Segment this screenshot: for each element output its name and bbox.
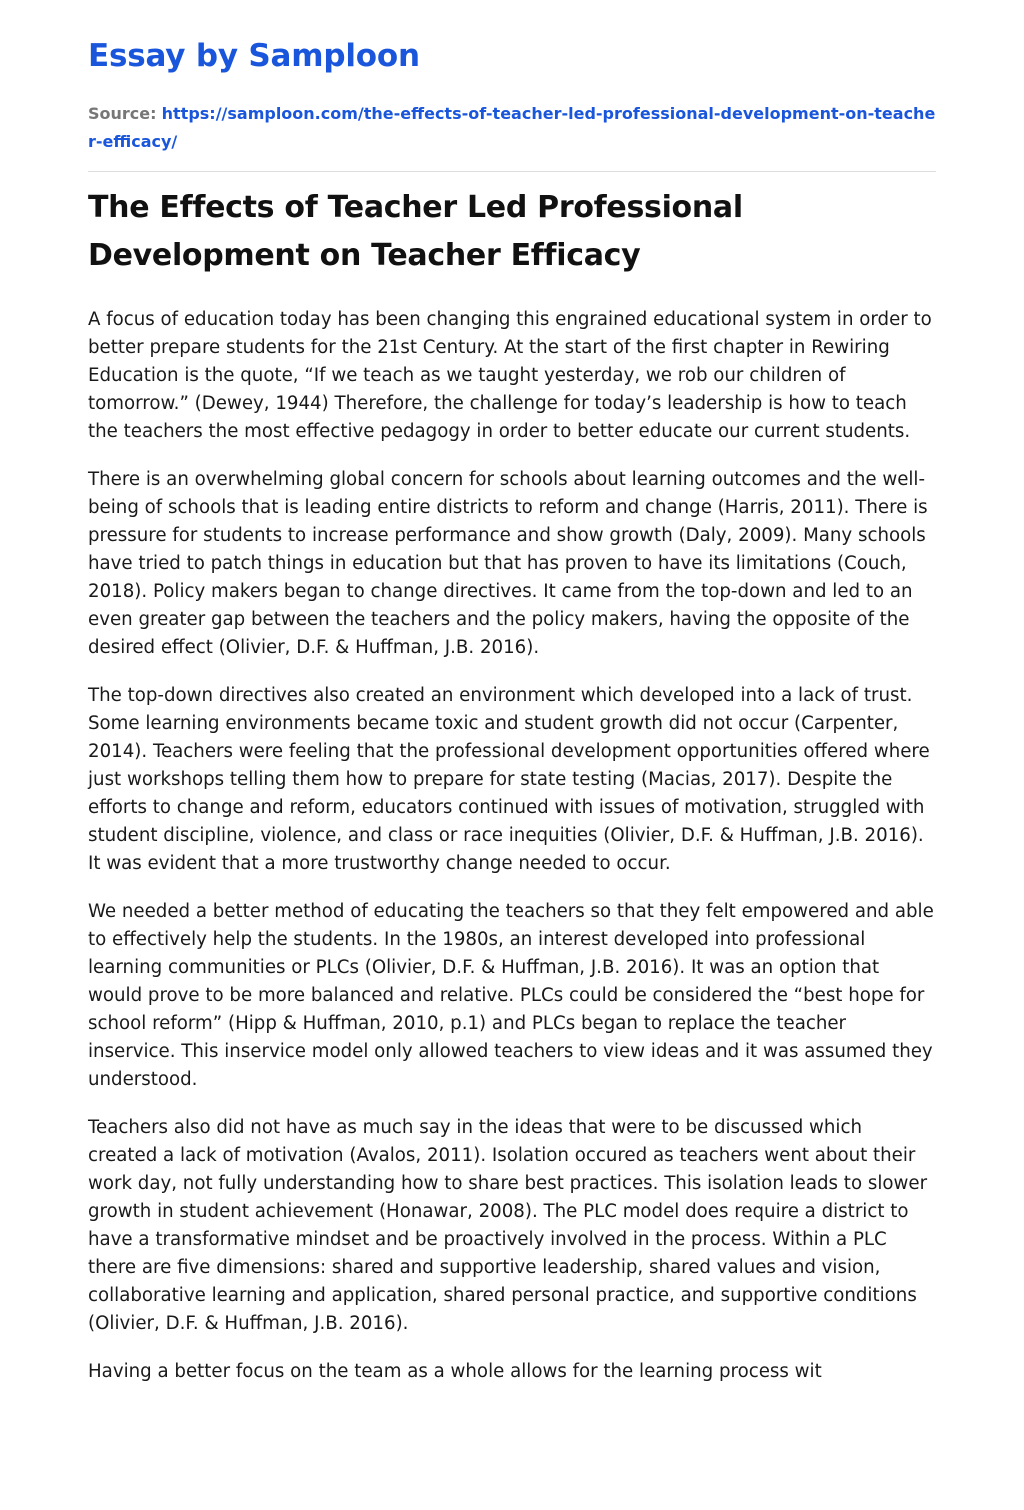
article-title: The Effects of Teacher Led Professional Development on Teacher Efficacy — [88, 190, 743, 273]
divider — [88, 171, 936, 172]
source-line — [88, 100, 936, 156]
article-body — [88, 306, 936, 1386]
site-brand-title: Essay by Samploon — [88, 38, 420, 74]
source-label: Source: — [88, 104, 157, 123]
paragraph: There is an overwhelming global concern for schools about learning outcomes and the well-being of schools that is leading entire districts to reform and change (Harris, 2011). There is pressure for students to increase performance and show growth (Daly, 2009). Many schools have tried to patch things in education but that has proven to have its limitations (Couch, 2018). Policy makers began to change directives. It came from the top-down and led to an even greater gap between the teachers and the policy makers, having the opposite of the desired effect (Olivier, D.F. & Huffman, J.B. 2016). — [88, 469, 928, 658]
paragraph: A focus of education today has been changing this engrained educational system in order to better prepare students for the 21st Century. At the start of the first chapter in Rewiring Education is the quote, “If we teach as we taught yesterday, we rob our children of tomorrow.” (Dewey, 1944) Therefore, the challenge for today’s leadership is how to teach the teachers the most effective pedagogy in order to better educate our current students. — [88, 309, 932, 442]
paragraph: Having a better focus on the team as a whole allows for the learning process wit — [88, 1361, 822, 1382]
paragraph: The top-down directives also created an environment which developed into a lack of trust. Some learning environments became toxic and student growth did not occur (Carpenter, 2014). Teachers were feeling that the professional development opportunities offered where just workshops telling them how to prepare for state testing (Macias, 2017). Despite the efforts to change and reform, educators continued with issues of motivation, struggled with student discipline, violence, and class or race inequities (Olivier, D.F. & Huffman, J.B. 2016). It was evident that a more trustworthy change needed to occur. — [88, 685, 930, 874]
paragraph: Teachers also did not have as much say in the ideas that were to be discussed which created a lack of motivation (Avalos, 2011). Isolation occured as teachers went about their work day, not fully understanding how to share best practices. This isolation leads to slower growth in student achievement (Honawar, 2008). The PLC model does require a district to have a transformative mindset and be proactively involved in the process. Within a PLC there are five dimensions: shared and supportive leadership, shared values and vision, collaborative learning and application, shared personal practice, and supportive conditions (Olivier, D.F. & Huffman, J.B. 2016). — [88, 1117, 928, 1334]
paragraph: We needed a better method of educating the teachers so that they felt empowered and able to effectively help the students. In the 1980s, an interest developed into professional learning communities or PLCs (Olivier, D.F. & Huffman, J.B. 2016). It was an option that would prove to be more balanced and relative. PLCs could be considered the “best hope for school reform” (Hipp & Huffman, 2010, p.1) and PLCs began to replace the teacher inservice. This inservice model only allowed teachers to view ideas and it was assumed they understood. — [88, 901, 934, 1090]
essay-page — [88, 0, 936, 1406]
source-link[interactable]: https://samploon.com/the-effects-of-teacher-led-professional-development-on-teacher-efficacy/ — [88, 104, 936, 151]
